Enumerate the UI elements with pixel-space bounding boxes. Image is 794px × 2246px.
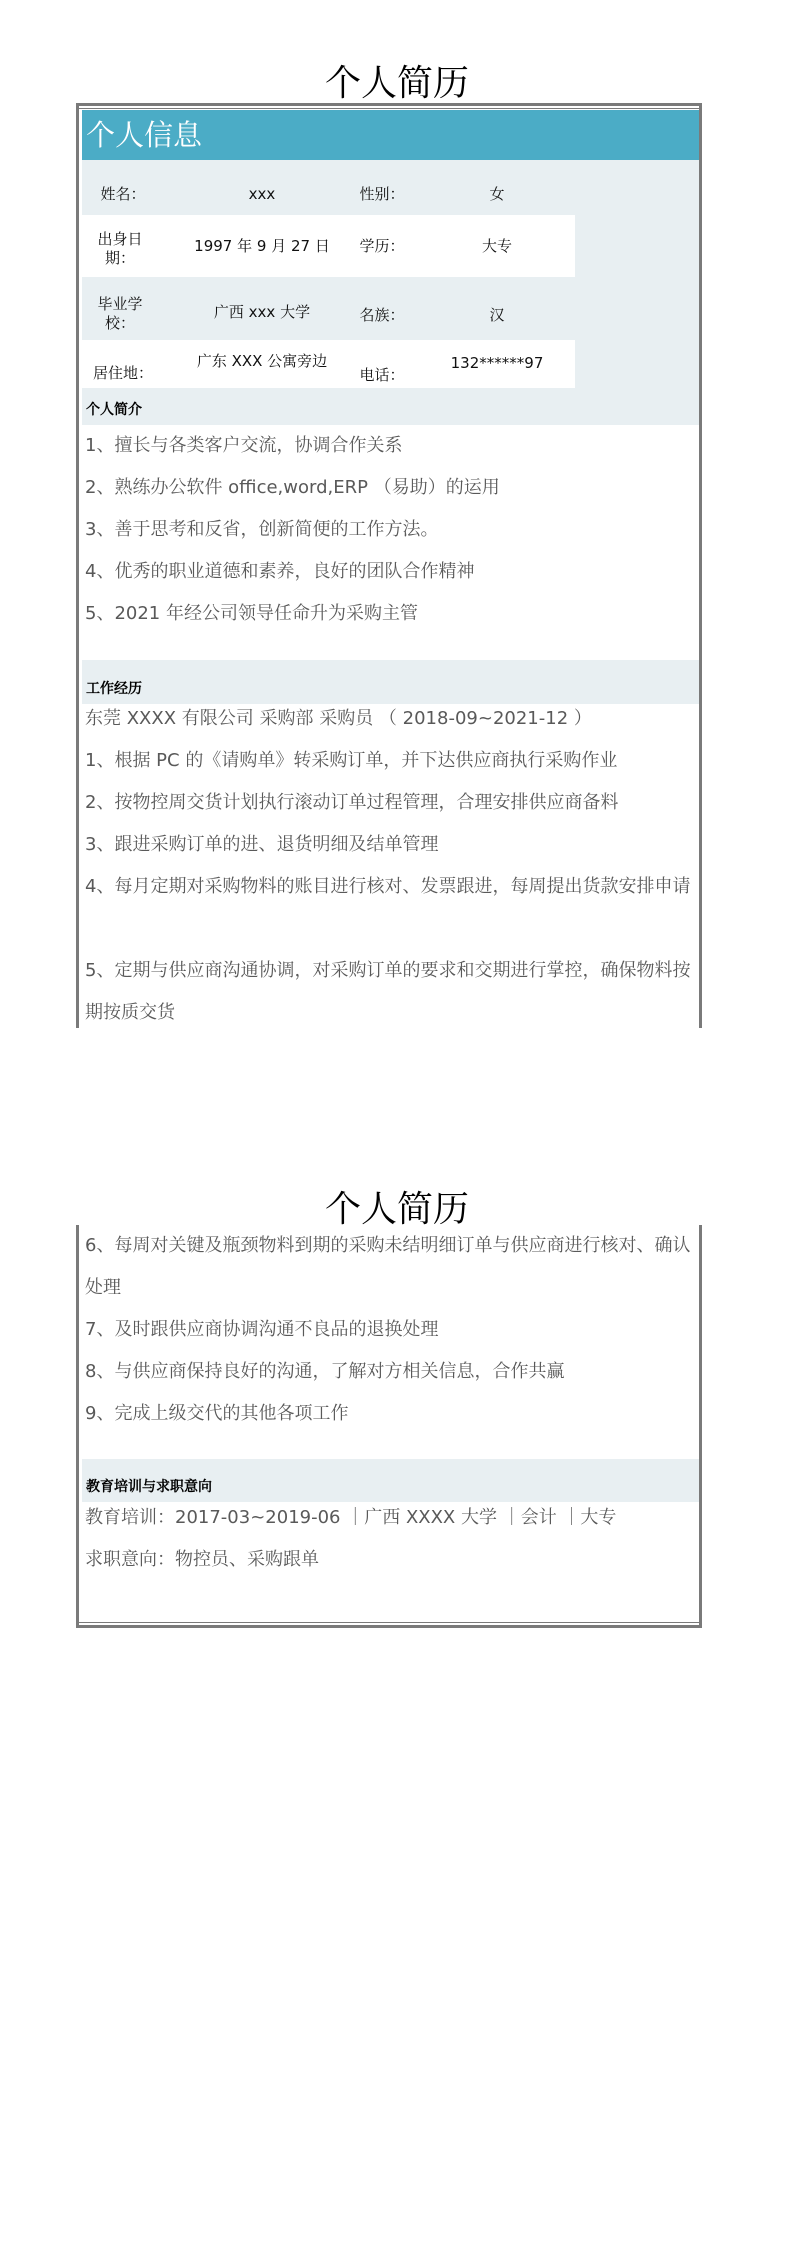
resume-frame [76,1225,702,1628]
name-label: 姓名： [100,185,146,203]
work-item: 4、每月定期对采购物料的账目进行核对、发票跟进，每周提出货款安排申请 [85,876,691,897]
personal-info-header: 个人信息 [82,110,699,160]
education-label: 学历： [359,237,405,255]
work-item: 5、定期与供应商沟通协调，对采购订单的要求和交期进行掌控，确保物料按期按质交货 [85,960,691,1023]
profile-item: 1、擅长与各类客户交流，协调合作关系 [85,435,403,456]
phone-value: 132******97 [450,354,544,372]
profile-item: 5、2021 年经公司领导任命升为采购主管 [85,603,418,624]
birthdate-value: 1997 年 9 月 27 日 [194,237,330,255]
page-title: 个人简历 [324,63,469,104]
work-heading: 工作经历 [86,681,142,697]
work-item: 7、及时跟供应商协调沟通不良品的退换处理 [85,1319,439,1340]
name-value: xxx [248,185,276,203]
education-section-header [82,1459,699,1502]
education-heading: 教育培训与求职意向 [86,1479,212,1495]
profile-item: 4、优秀的职业道德和素养，良好的团队合作精神 [85,561,475,582]
profile-item: 2、熟练办公软件 office,word,ERP （易助）的运用 [85,477,500,498]
personal-info-grid [82,160,699,425]
work-item: 8、与供应商保持良好的沟通，了解对方相关信息，合作共赢 [85,1361,565,1382]
birthdate-label: 出身日期： [97,230,143,267]
info-row [82,340,575,388]
work-item: 9、完成上级交代的其他各项工作 [85,1403,349,1424]
gender-value: 女 [489,185,505,203]
school-value: 广西 xxx 大学 [213,303,311,321]
work-item: 2、按物控周交货计划执行滚动订单过程管理，合理安排供应商备料 [85,792,619,813]
info-row [82,215,575,277]
resume-frame [76,103,702,1028]
work-item: 3、跟进采购订单的进、退货明细及结单管理 [85,834,439,855]
info-row [82,160,575,215]
frame-inner-border [79,1622,699,1623]
phone-label: 电话： [359,366,405,384]
job-objective: 求职意向：物控员、采购跟单 [85,1549,319,1570]
work-company-line: 东莞 XXXX 有限公司 采购部 采购员 （ 2018-09~2021-12 ） [85,708,592,729]
education-training: 教育培训：2017-03~2019-06 ｜广西 XXXX 大学 ｜会计 ｜大专 [85,1507,617,1528]
education-value: 大专 [481,237,512,255]
residence-value: 广东 XXX 公寓旁边 [196,352,328,370]
page-2 [0,1123,794,2246]
frame-inner-border [79,108,699,109]
profile-heading: 个人简介 [86,402,142,418]
page-title: 个人简历 [324,1189,469,1230]
profile-item: 3、善于思考和反省，创新简便的工作方法。 [85,519,439,540]
info-row [82,277,575,340]
residence-label: 居住地： [92,364,153,382]
ethnicity-label: 名族： [359,306,405,324]
work-item: 1、根据 PC 的《请购单》转采购订单，并下达供应商执行采购作业 [85,750,618,771]
profile-section-header [82,388,699,425]
ethnicity-value: 汉 [489,306,505,324]
gender-label: 性别： [359,185,405,203]
school-label: 毕业学校： [97,295,143,332]
work-item: 6、每周对关键及瓶颈物料到期的采购未结明细订单与供应商进行核对、确认处理 [85,1235,691,1298]
